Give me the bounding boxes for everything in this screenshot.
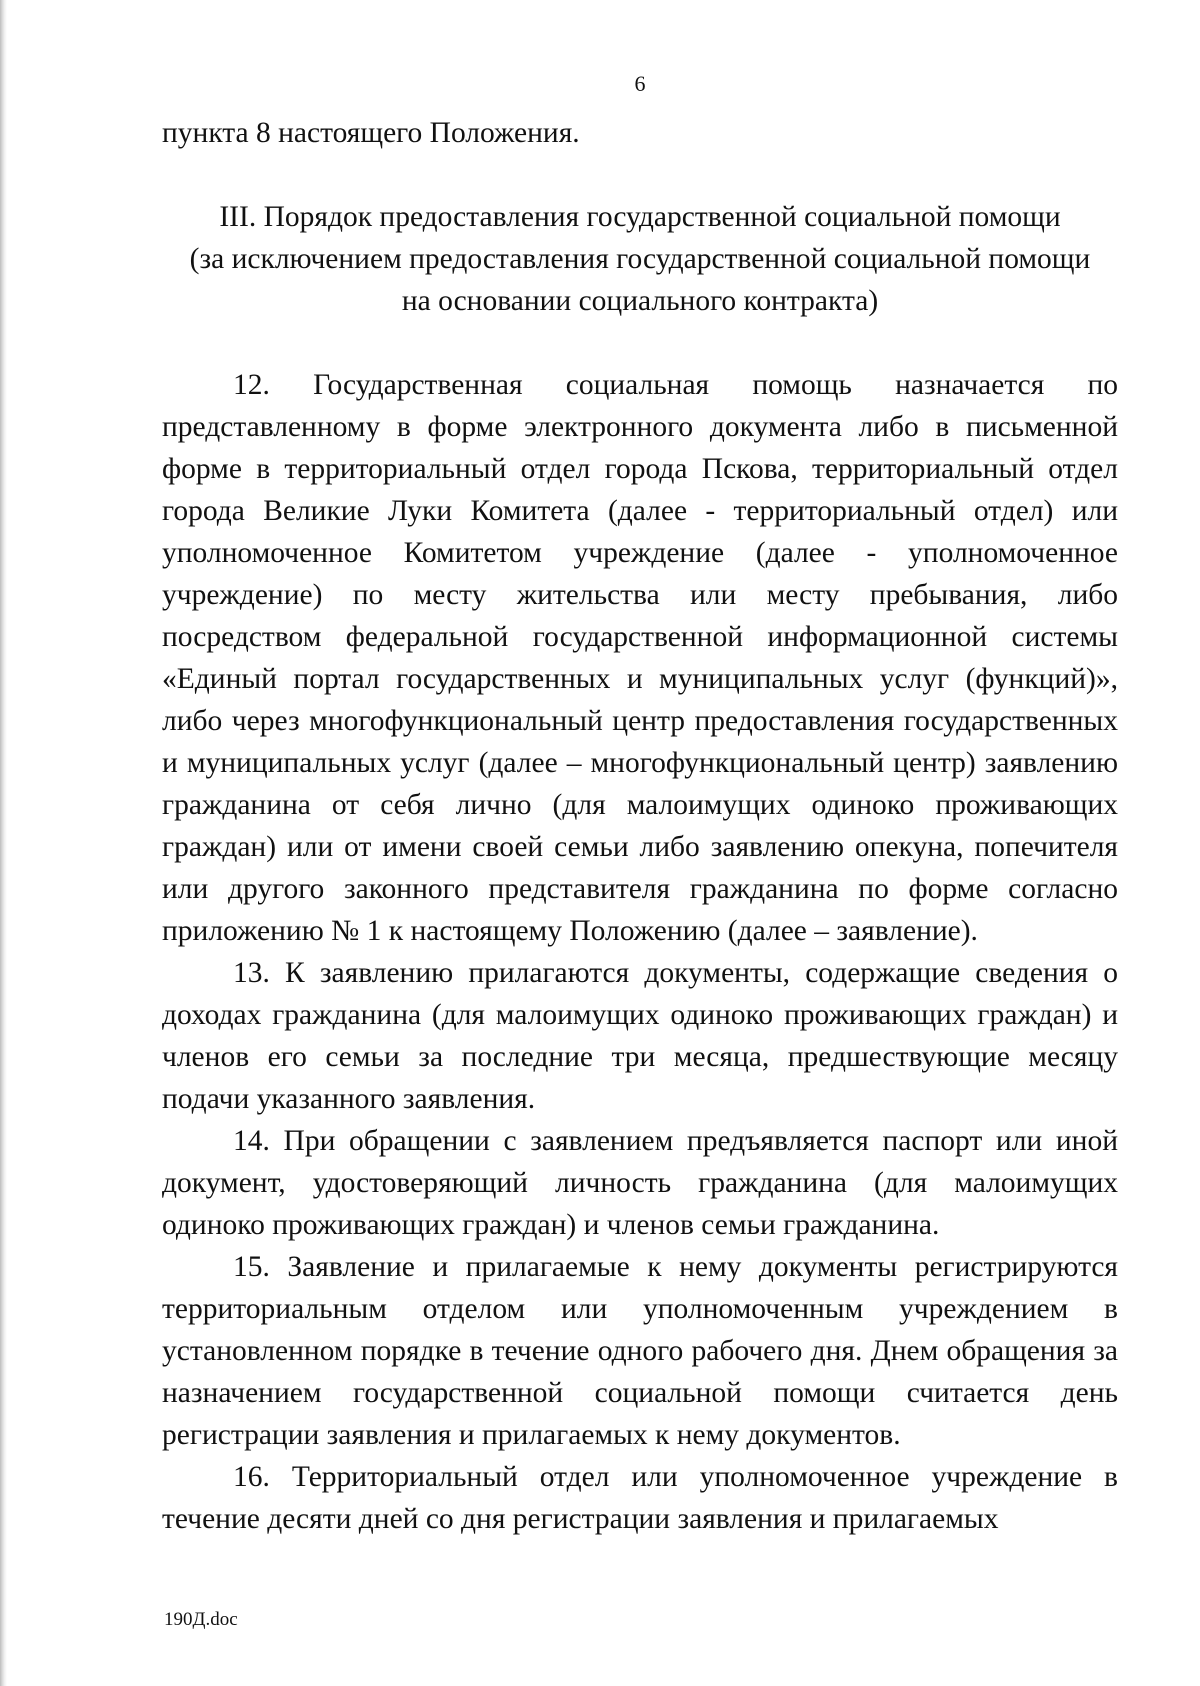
section-heading <box>162 196 1118 322</box>
section-heading-line-3: на основании социального контракта) <box>401 285 879 317</box>
paragraph-12: 12. Государственная социальная помощь назначается по представленному в форме электронного документа либо в письменной форме в территориальный отдел города Пскова, территориальный отдел города Великие Луки Комитета (далее - территориальный отдел) или уполномоченное Комитетом учреждение (далее - уполномоченное учреждение) по месту жительства или месту пребывания, либо посредством федеральной государственной информационной системы «Единый портал государственных и муниципальных услуг (функций)», либо через многофункциональный центр предоставления государственных и муниципальных услуг (далее – многофункциональный центр) заявлению гражданина от себя лично (для малоимущих одиноко проживающих граждан) или от имени своей семьи либо заявлению опекуна, попечителя или другого законного представителя гражданина по форме согласно приложению № 1 к настоящему Положению (далее – заявление). <box>162 369 1118 947</box>
section-heading-line-1: III. Порядок предоставления государственной социальной помощи <box>219 201 1061 233</box>
paragraph-15: 15. Заявление и прилагаемые к нему документы регистрируются территориальным отделом или уполномоченным учреждением в установленном порядке в течение одного рабочего дня. Днем обращения за назначением государственной социальной помощи считается день регистрации заявления и прилагаемых к нему документов. <box>162 1251 1118 1451</box>
continuation-text: пункта 8 настоящего Положения. <box>162 117 580 149</box>
paragraph-14: 14. При обращении с заявлением предъявляется паспорт или иной документ, удостоверяющий личность гражданина (для малоимущих одиноко проживающих граждан) и членов семьи гражданина. <box>162 1125 1118 1241</box>
paragraph-16: 16. Территориальный отдел или уполномоченное учреждение в течение десяти дней со дня регистрации заявления и прилагаемых <box>162 1461 1118 1535</box>
footer-filename: 190Д.doc <box>164 1609 238 1630</box>
section-heading-line-2: (за исключением предоставления государственной социальной помощи <box>189 243 1091 275</box>
page-number: 6 <box>634 71 646 96</box>
paragraph-13: 13. К заявлению прилагаются документы, содержащие сведения о доходах гражданина (для малоимущих одиноко проживающих граждан) и членов его семьи за последние три месяца, предшествующие месяцу подачи указанного заявления. <box>162 957 1118 1115</box>
document-body <box>162 112 1118 1540</box>
